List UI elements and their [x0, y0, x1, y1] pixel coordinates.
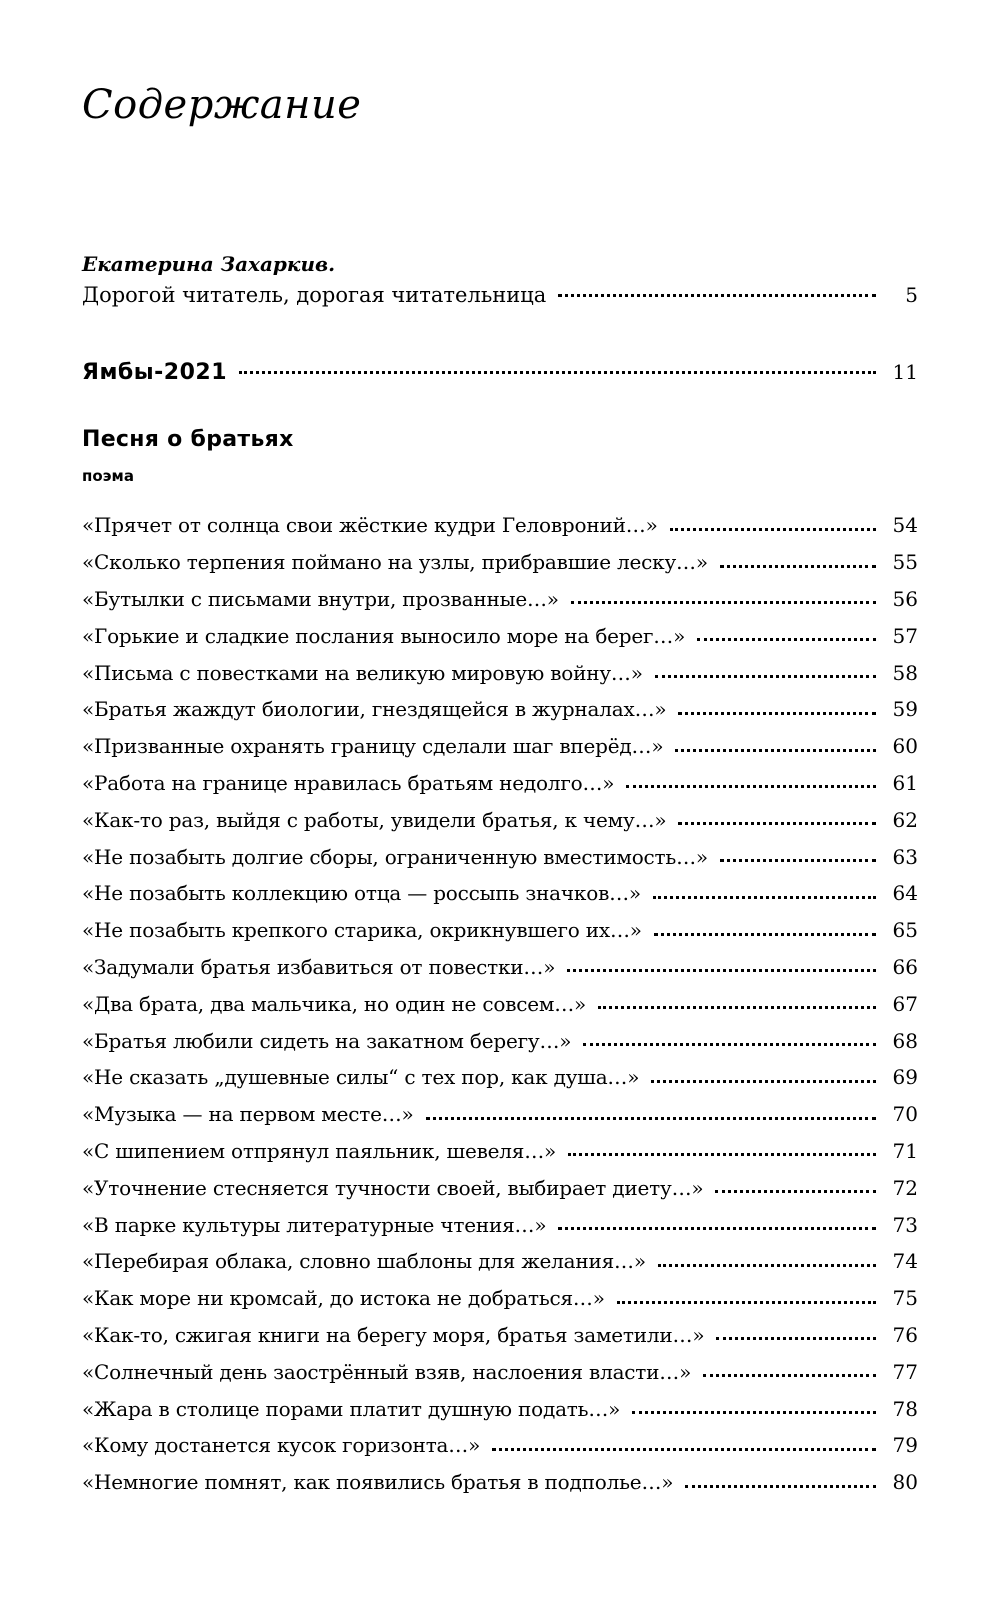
toc-entry-page: 59: [892, 697, 918, 722]
toc-entry[interactable]: [82, 1464, 918, 1501]
toc-entry[interactable]: [82, 949, 918, 986]
toc-entry-title: «Братья любили сидеть на закатном берегу…»: [82, 1028, 572, 1053]
toc-entry-page: 73: [892, 1212, 918, 1237]
section-2-title: Песня о братьях: [82, 427, 294, 452]
toc-entry-page: 5: [905, 283, 918, 307]
toc-entry[interactable]: [82, 617, 918, 654]
toc-entry-section-1[interactable]: [82, 360, 918, 394]
toc-entry-intro[interactable]: [82, 283, 918, 317]
toc-entry[interactable]: [82, 1022, 918, 1059]
toc-entry-title: «Работа на границе нравилась братьям недолго…»: [82, 770, 615, 795]
toc-entry-title: «Сколько терпения поймано на узлы, прибравшие леску…»: [82, 550, 708, 575]
toc-entry[interactable]: [82, 912, 918, 949]
toc-entry[interactable]: [82, 1133, 918, 1170]
dot-leader: [558, 294, 876, 297]
toc-entry[interactable]: [82, 1427, 918, 1464]
toc-entry-title: «Как-то, сжигая книги на берегу моря, братья заметили…»: [82, 1322, 705, 1347]
section-title: Ямбы-2021: [82, 360, 228, 385]
dot-leader: [492, 1448, 876, 1451]
toc-entry-page: 76: [892, 1322, 918, 1347]
dot-leader: [678, 712, 876, 715]
toc-entry-title: «Не позабыть крепкого старика, окрикнувшего их…»: [82, 918, 642, 943]
toc-entry[interactable]: [82, 1353, 918, 1390]
toc-entry-title: «Два брата, два мальчика, но один не совсем…»: [82, 991, 587, 1016]
toc-entry[interactable]: [82, 1206, 918, 1243]
toc-entry-title: «Как-то раз, выйдя с работы, увидели братья, к чему…»: [82, 807, 667, 832]
toc-entry-page: 74: [892, 1249, 918, 1274]
toc-entry-page: 58: [892, 660, 918, 685]
dot-leader: [685, 1485, 876, 1488]
dot-leader: [598, 1006, 876, 1009]
toc-entry-page: 78: [892, 1396, 918, 1421]
toc-entry-page: 62: [892, 807, 918, 832]
dot-leader: [583, 1043, 876, 1046]
toc-entry-title: «Письма с повестками на великую мировую войну…»: [82, 660, 643, 685]
toc-entry-list: [82, 507, 918, 1501]
toc-entry-page: 54: [892, 513, 918, 538]
toc-entry-title: «Солнечный день заострённый взяв, наслоения власти…»: [82, 1359, 692, 1384]
toc-entry[interactable]: [82, 985, 918, 1022]
toc-entry-title: «Кому достанется кусок горизонта…»: [82, 1433, 481, 1458]
toc-entry-page: 67: [892, 991, 918, 1016]
toc-entry-page: 72: [892, 1175, 918, 1200]
toc-entry[interactable]: [82, 1317, 918, 1354]
dot-leader: [567, 969, 876, 972]
toc-entry-page: 80: [892, 1470, 918, 1495]
toc-entry-page: 57: [892, 623, 918, 648]
dot-leader: [568, 1153, 876, 1156]
toc-entry-page: 55: [892, 550, 918, 575]
toc-entry-title: «Бутылки с письмами внутри, прозванные…»: [82, 586, 559, 611]
toc-entry[interactable]: [82, 838, 918, 875]
dot-leader: [715, 1190, 876, 1193]
toc-entry-page: 66: [892, 954, 918, 979]
toc-entry-title: «Уточнение стесняется тучности своей, выбирает диету…»: [82, 1175, 704, 1200]
dot-leader: [697, 638, 876, 641]
toc-entry-page: 61: [892, 770, 918, 795]
dot-leader: [655, 675, 876, 678]
toc-entry[interactable]: [82, 1390, 918, 1427]
dot-leader: [703, 1374, 876, 1377]
dot-leader: [654, 933, 876, 936]
page-title: Содержание: [82, 82, 362, 128]
toc-entry-title: «Не сказать „душевные силы“ с тех пор, как душа…»: [82, 1065, 640, 1090]
toc-entry[interactable]: [82, 1280, 918, 1317]
dot-leader: [651, 1080, 876, 1083]
toc-entry-page: 60: [892, 734, 918, 759]
toc-entry[interactable]: [82, 1059, 918, 1096]
toc-entry[interactable]: [82, 1169, 918, 1206]
toc-entry[interactable]: [82, 765, 918, 802]
toc-entry-title: «Призванные охранять границу сделали шаг вперёд…»: [82, 734, 664, 759]
dot-leader: [632, 1411, 876, 1414]
toc-entry[interactable]: [82, 875, 918, 912]
toc-entry-page: 71: [892, 1138, 918, 1163]
toc-entry-page: 69: [892, 1065, 918, 1090]
toc-entry-title: «Перебирая облака, словно шаблоны для желания…»: [82, 1249, 646, 1274]
dot-leader: [617, 1301, 876, 1304]
toc-entry[interactable]: [82, 581, 918, 618]
toc-entry-title: «Не позабыть долгие сборы, ограниченную вместимость…»: [82, 844, 708, 869]
toc-entry-title: Дорогой читатель, дорогая читательница: [82, 283, 547, 307]
toc-entry-page: 56: [892, 586, 918, 611]
toc-entry-page: 65: [892, 918, 918, 943]
toc-entry-title: «Жара в столице порами платит душную подать…»: [82, 1396, 621, 1421]
section-2-subtitle: поэма: [82, 467, 134, 485]
toc-entry-page: 64: [892, 881, 918, 906]
toc-entry-page: 11: [892, 360, 918, 384]
toc-entry[interactable]: [82, 654, 918, 691]
dot-leader: [571, 601, 876, 604]
dot-leader: [626, 785, 876, 788]
dot-leader: [678, 822, 876, 825]
toc-entry-title: «Немногие помнят, как появились братья в подполье…»: [82, 1470, 674, 1495]
toc-entry-title: «Горькие и сладкие послания выносило море на берег…»: [82, 623, 686, 648]
toc-entry-page: 63: [892, 844, 918, 869]
toc-entry[interactable]: [82, 1243, 918, 1280]
dot-leader: [653, 896, 876, 899]
toc-entry[interactable]: [82, 544, 918, 581]
toc-entry-title: «Музыка — на первом месте…»: [82, 1102, 414, 1127]
dot-leader: [426, 1117, 876, 1120]
intro-author: Екатерина Захаркив.: [82, 252, 336, 276]
toc-entry[interactable]: [82, 1096, 918, 1133]
dot-leader: [658, 1264, 876, 1267]
toc-entry-page: 75: [892, 1286, 918, 1311]
dot-leader: [670, 528, 876, 531]
toc-entry-title: «Прячет от солнца свои жёсткие кудри Геловроний…»: [82, 513, 658, 538]
toc-entry-title: «Братья жаждут биологии, гнездящейся в журналах…»: [82, 697, 667, 722]
toc-entry-page: 79: [892, 1433, 918, 1458]
dot-leader: [720, 565, 876, 568]
dot-leader: [239, 371, 876, 374]
toc-entry-title: «Как море ни кромсай, до истока не добраться…»: [82, 1286, 605, 1311]
dot-leader: [675, 749, 876, 752]
toc-entry-page: 77: [892, 1359, 918, 1384]
dot-leader: [716, 1337, 876, 1340]
toc-entry-title: «Задумали братья избавиться от повестки…»: [82, 954, 556, 979]
toc-entry-title: «Не позабыть коллекцию отца — россыпь значков…»: [82, 881, 641, 906]
toc-entry[interactable]: [82, 507, 918, 544]
toc-entry-title: «С шипением отпрянул паяльник, шевеля…»: [82, 1138, 557, 1163]
dot-leader: [720, 859, 876, 862]
toc-entry-page: 68: [892, 1028, 918, 1053]
toc-entry-page: 70: [892, 1102, 918, 1127]
toc-entry[interactable]: [82, 801, 918, 838]
dot-leader: [558, 1227, 876, 1230]
toc-entry[interactable]: [82, 728, 918, 765]
toc-entry-title: «В парке культуры литературные чтения…»: [82, 1212, 547, 1237]
toc-entry[interactable]: [82, 691, 918, 728]
